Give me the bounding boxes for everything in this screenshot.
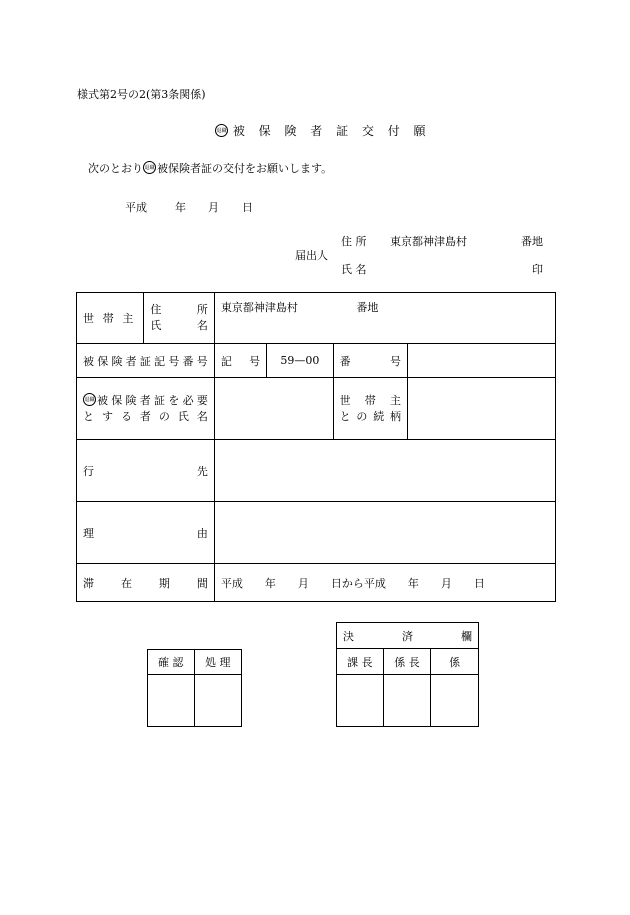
stay-period-value[interactable]: 平成 年 月 日から平成 年 月 日 [214, 564, 555, 602]
reason-label: 理 由 [77, 502, 215, 564]
date-year: 年 [175, 201, 186, 214]
symbol-label: 記 号 [214, 344, 266, 378]
person-name-label: 退職 被保険者証を必要 とする者の氏名 [77, 378, 215, 440]
applicant-label: 届出人 [295, 249, 328, 262]
staff-header: 係 [431, 649, 479, 675]
confirm-header: 確 認 [148, 650, 195, 675]
household-head-label: 世 帯 主 [77, 293, 144, 344]
number-value[interactable] [408, 344, 556, 378]
intro-after: 被保険者証の交付をお願いします。 [157, 162, 333, 175]
destination-value[interactable] [214, 440, 555, 502]
applicant-name-label: 氏 名 [341, 263, 367, 276]
section-chief-header: 課 長 [337, 649, 384, 675]
applicant-address-suffix: 番地 [521, 235, 543, 248]
page-title [215, 122, 431, 139]
person-name-value[interactable] [214, 378, 333, 440]
date-day: 日 [242, 201, 253, 214]
destination-label: 行 先 [77, 440, 215, 502]
approval-header: 決 済 欄 [337, 623, 479, 649]
applicant-address-label: 住 所 [341, 235, 367, 248]
intro-sentence [88, 160, 332, 176]
symbol-value[interactable]: 59—00 [267, 344, 333, 378]
seal-mark: 印 [532, 263, 543, 276]
household-address-value: 東京都神津島村 [220, 301, 298, 314]
stay-period-label: 滞 在 期 間 [77, 564, 215, 602]
form-number: 様式第2号の2(第3条関係) [77, 88, 206, 101]
card-number-label: 被 保 険 者 証 記 号 番 号 [77, 344, 215, 378]
household-address-cell[interactable] [214, 293, 555, 344]
applicant-address-value: 東京都神津島村 [390, 235, 467, 248]
main-form-table [76, 292, 556, 602]
relation-value[interactable] [408, 378, 556, 440]
relation-label: 世 帯 主 との続柄 [333, 378, 407, 440]
retirement-badge: 退職 [143, 161, 156, 174]
reason-value[interactable] [214, 502, 555, 564]
title-text: 被 保 険 者 証 交 付 願 [232, 124, 431, 138]
approval-table [336, 622, 479, 727]
address-label: 住 所 [150, 303, 208, 316]
address-name-labels [144, 293, 214, 344]
retirement-badge: 退職 [83, 393, 96, 406]
date-era: 平成 [125, 201, 147, 214]
number-label: 番 号 [333, 344, 407, 378]
process-cell[interactable] [194, 675, 242, 727]
subsection-chief-header: 係 長 [383, 649, 431, 675]
process-header: 処 理 [194, 650, 242, 675]
confirm-cell[interactable] [148, 675, 195, 727]
retirement-badge: 退職 [215, 124, 228, 137]
subsection-chief-cell[interactable] [383, 675, 431, 727]
date-month: 月 [208, 201, 219, 214]
household-address-suffix: 番地 [356, 301, 379, 314]
confirm-table [147, 649, 242, 727]
staff-cell[interactable] [431, 675, 479, 727]
section-chief-cell[interactable] [337, 675, 384, 727]
name-label: 氏 名 [150, 319, 208, 332]
intro-before: 次のとおり [88, 162, 143, 175]
